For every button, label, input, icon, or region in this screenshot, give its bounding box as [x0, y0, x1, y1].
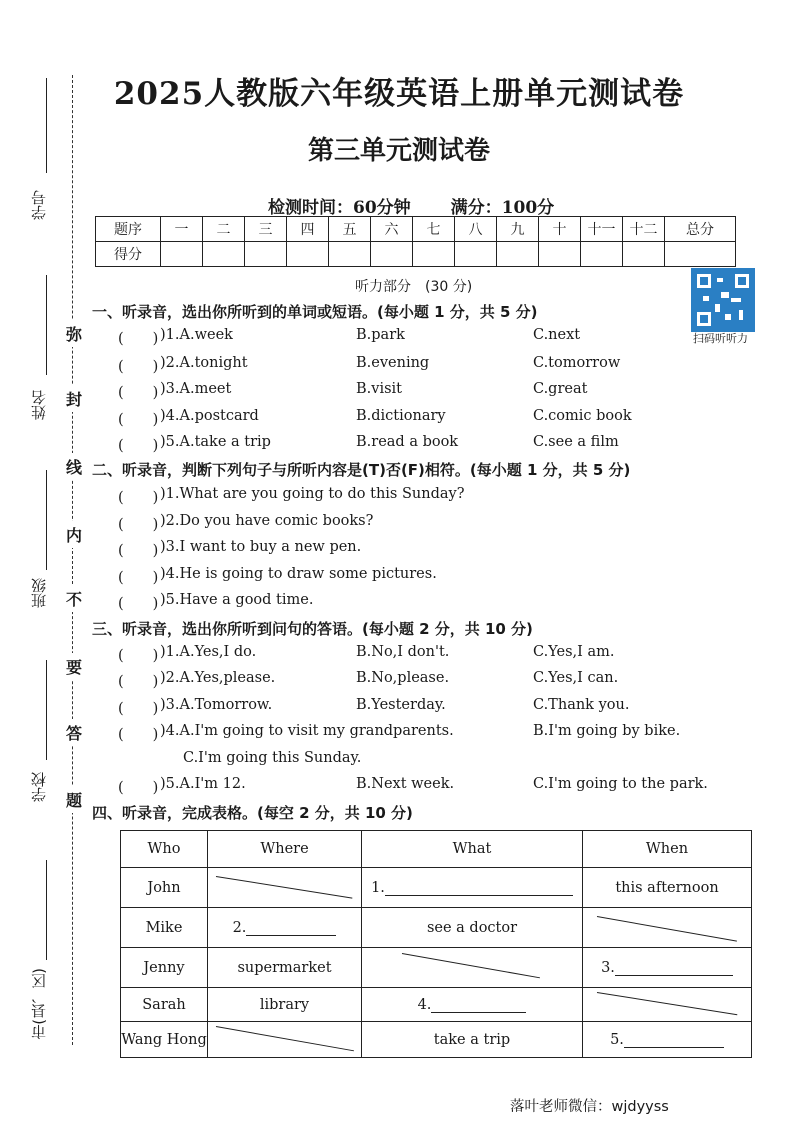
score-header-cell: 五: [329, 217, 371, 242]
option-c: C.Yes,I am.: [533, 644, 615, 660]
score-cell: [497, 242, 539, 267]
seal-char: 题: [66, 786, 82, 813]
score-cell: [161, 242, 203, 267]
slash-line: [402, 953, 540, 978]
listening-header: 听力部分 (30 分): [355, 279, 473, 295]
option-b: B.evening: [356, 355, 430, 371]
table-row: [121, 948, 752, 988]
seal-char: 线: [66, 453, 82, 480]
score-header-cell: 六: [371, 217, 413, 242]
footer-watermark: 落叶老师微信：wjdyyss: [510, 1099, 669, 1115]
option-a: )2.A.tonight: [160, 355, 248, 371]
table-header-row: [121, 831, 752, 868]
table-row: [121, 988, 752, 1022]
score-header-cell: 四: [287, 217, 329, 242]
seal-char: 答: [66, 719, 82, 746]
blank-number: 4.: [417, 996, 432, 1013]
listening-table: [120, 830, 752, 1058]
score-header-cell: 八: [455, 217, 497, 242]
section3-heading: 三、听录音，选出你所听到问句的答语。(每小题 2 分，共 10 分): [92, 620, 533, 638]
who-cell: Jenny: [121, 948, 208, 988]
name-label: 姓名: [30, 390, 48, 420]
when-cell: this afternoon: [583, 868, 752, 908]
answer-blank[interactable]: [385, 895, 573, 896]
answer-paren[interactable]: ( ): [118, 727, 159, 743]
section1-heading: 一、听录音，选出你所听到的单词或短语。(每小题 1 分，共 5 分): [92, 303, 538, 321]
option-b: B.Yesterday.: [356, 697, 446, 713]
score-cell: [203, 242, 245, 267]
option-a: )3.A.meet: [160, 381, 232, 397]
who-cell: Mike: [121, 908, 208, 948]
class-line: [46, 470, 47, 570]
option-c: C.Thank you.: [533, 697, 630, 713]
class-label: 班级: [30, 578, 48, 608]
blank-number: 1.: [371, 879, 385, 896]
where-cell[interactable]: [208, 908, 362, 948]
school-line: [46, 660, 47, 760]
score-cell: [581, 242, 623, 267]
what-cell: [362, 948, 583, 988]
score-cell: [665, 242, 736, 267]
where-cell: [208, 868, 362, 908]
answer-blank[interactable]: [246, 935, 336, 936]
statement: )2.Do you have comic books?: [160, 513, 374, 529]
score-header-cell: 十: [539, 217, 581, 242]
answer-paren[interactable]: ( ): [118, 438, 159, 454]
score-table-header: [96, 217, 736, 242]
school-label: 学校: [30, 772, 48, 802]
what-cell: take a trip: [362, 1022, 583, 1058]
answer-blank[interactable]: [615, 975, 733, 976]
column-header: Who: [121, 831, 208, 868]
blank-number: 2.: [232, 919, 247, 936]
answer-paren[interactable]: ( ): [118, 490, 159, 506]
table-row: [121, 908, 752, 948]
score-cell: [623, 242, 665, 267]
student-id-line: [46, 78, 47, 173]
score-header-cell: 一: [161, 217, 203, 242]
option-a: )1.A.week: [160, 327, 233, 343]
when-cell[interactable]: [583, 948, 752, 988]
option-c: C.see a film: [533, 434, 619, 450]
score-row-label: 得分: [96, 242, 161, 267]
score-header-cell: 三: [245, 217, 287, 242]
option-b: B.park: [356, 327, 405, 343]
seal-char: 内: [66, 521, 82, 548]
city-label: 市(县、区): [30, 968, 48, 1040]
answer-paren[interactable]: ( ): [118, 701, 159, 717]
blank-number: 5.: [610, 1031, 624, 1048]
answer-paren[interactable]: ( ): [118, 780, 159, 796]
column-header: Where: [208, 831, 362, 868]
statement: )4.He is going to draw some pictures.: [160, 566, 437, 582]
score-header-cell: 七: [413, 217, 455, 242]
answer-paren[interactable]: ( ): [118, 517, 159, 533]
option-a: )2.A.Yes,please.: [160, 670, 276, 686]
seal-char: 弥: [66, 320, 82, 347]
page-title: 2025人教版六年级英语上册单元测试卷: [113, 76, 685, 112]
when-cell: [583, 988, 752, 1022]
section4-heading: 四、听录音，完成表格。(每空 2 分，共 10 分): [92, 804, 413, 822]
answer-paren[interactable]: ( ): [118, 543, 159, 559]
where-cell: supermarket: [208, 948, 362, 988]
column-header: When: [583, 831, 752, 868]
answer-paren[interactable]: ( ): [118, 648, 159, 664]
name-line: [46, 275, 47, 375]
slash-line: [216, 876, 352, 899]
when-cell: [583, 908, 752, 948]
option-b: B.visit: [356, 381, 402, 397]
exam-time: 检测时间：60分钟: [268, 198, 411, 218]
score-table-row: [96, 242, 736, 267]
score-header-cell: 总分: [665, 217, 736, 242]
answer-blank[interactable]: [431, 1012, 526, 1013]
option-b: B.No,I don't.: [356, 644, 450, 660]
full-score: 满分：100分: [450, 198, 555, 218]
option-a: )4.A.I'm going to visit my grandparents.: [160, 723, 454, 739]
score-header-cell: 十二: [623, 217, 665, 242]
answer-paren[interactable]: ( ): [118, 674, 159, 690]
student-id-label: 学号: [30, 190, 48, 220]
what-cell[interactable]: [362, 988, 583, 1022]
who-cell: John: [121, 868, 208, 908]
where-cell: [208, 1022, 362, 1058]
answer-paren[interactable]: ( ): [118, 359, 159, 375]
option-c: C.Yes,I can.: [533, 670, 619, 686]
option-c: C.comic book: [533, 408, 632, 424]
who-cell: Sarah: [121, 988, 208, 1022]
score-cell: [455, 242, 497, 267]
option-c: C.great: [533, 381, 588, 397]
option-a: )4.A.postcard: [160, 408, 259, 424]
option-c: C.tomorrow: [533, 355, 621, 371]
when-cell[interactable]: [583, 1022, 752, 1058]
exam-info: [268, 193, 594, 218]
who-cell: Wang Hong: [121, 1022, 208, 1058]
slash-line: [597, 916, 737, 942]
qr-code-icon[interactable]: [691, 268, 755, 332]
score-cell: [245, 242, 287, 267]
slash-line: [216, 1026, 354, 1051]
statement: )1.What are you going to do this Sunday?: [160, 486, 465, 502]
option-b: B.read a book: [356, 434, 459, 450]
option-c: C.I'm going this Sunday.: [183, 750, 362, 766]
option-c: C.next: [533, 327, 581, 343]
score-cell: [371, 242, 413, 267]
option-b: B.Next week.: [356, 776, 455, 792]
seal-char: 封: [66, 385, 82, 412]
option-a: )1.A.Yes,I do.: [160, 644, 257, 660]
score-cell: [413, 242, 455, 267]
seal-dashed-line: [72, 75, 73, 1045]
seal-char: 不: [66, 585, 82, 612]
option-b: B.dictionary: [356, 408, 446, 424]
score-cell: [329, 242, 371, 267]
answer-blank[interactable]: [624, 1047, 724, 1048]
what-cell[interactable]: [362, 868, 583, 908]
blank-number: 3.: [601, 959, 615, 976]
score-header-cell: 十一: [581, 217, 623, 242]
answer-paren[interactable]: ( ): [118, 412, 159, 428]
qr-label: 扫码听听力: [693, 332, 748, 345]
statement: )3.I want to buy a new pen.: [160, 539, 362, 555]
score-header-cell: 二: [203, 217, 245, 242]
what-cell: see a doctor: [362, 908, 583, 948]
score-cell: [287, 242, 329, 267]
answer-paren[interactable]: ( ): [118, 385, 159, 401]
score-table: [95, 216, 736, 267]
section2-heading: 二、听录音，判断下列句子与所听内容是(T)否(F)相符。(每小题 1 分，共 5 分): [92, 461, 631, 479]
option-b: B.No,please.: [356, 670, 450, 686]
where-cell: library: [208, 988, 362, 1022]
answer-paren[interactable]: ( ): [118, 570, 159, 586]
page-subtitle: 第三单元测试卷: [307, 136, 490, 166]
city-line: [46, 860, 47, 960]
option-a: )5.A.I'm 12.: [160, 776, 246, 792]
seal-char: 要: [66, 653, 82, 680]
table-row: [121, 868, 752, 908]
table-row: [121, 1022, 752, 1058]
answer-paren[interactable]: ( ): [118, 596, 159, 612]
option-c: C.I'm going to the park.: [533, 776, 708, 792]
statement: )5.Have a good time.: [160, 592, 314, 608]
score-header-cell: 九: [497, 217, 539, 242]
column-header: What: [362, 831, 583, 868]
option-a: )5.A.take a trip: [160, 434, 271, 450]
option-a: )3.A.Tomorrow.: [160, 697, 273, 713]
answer-paren[interactable]: ( ): [118, 331, 159, 347]
score-header-cell: 题序: [96, 217, 161, 242]
score-cell: [539, 242, 581, 267]
option-b: B.I'm going by bike.: [533, 723, 681, 739]
slash-line: [597, 992, 737, 1015]
